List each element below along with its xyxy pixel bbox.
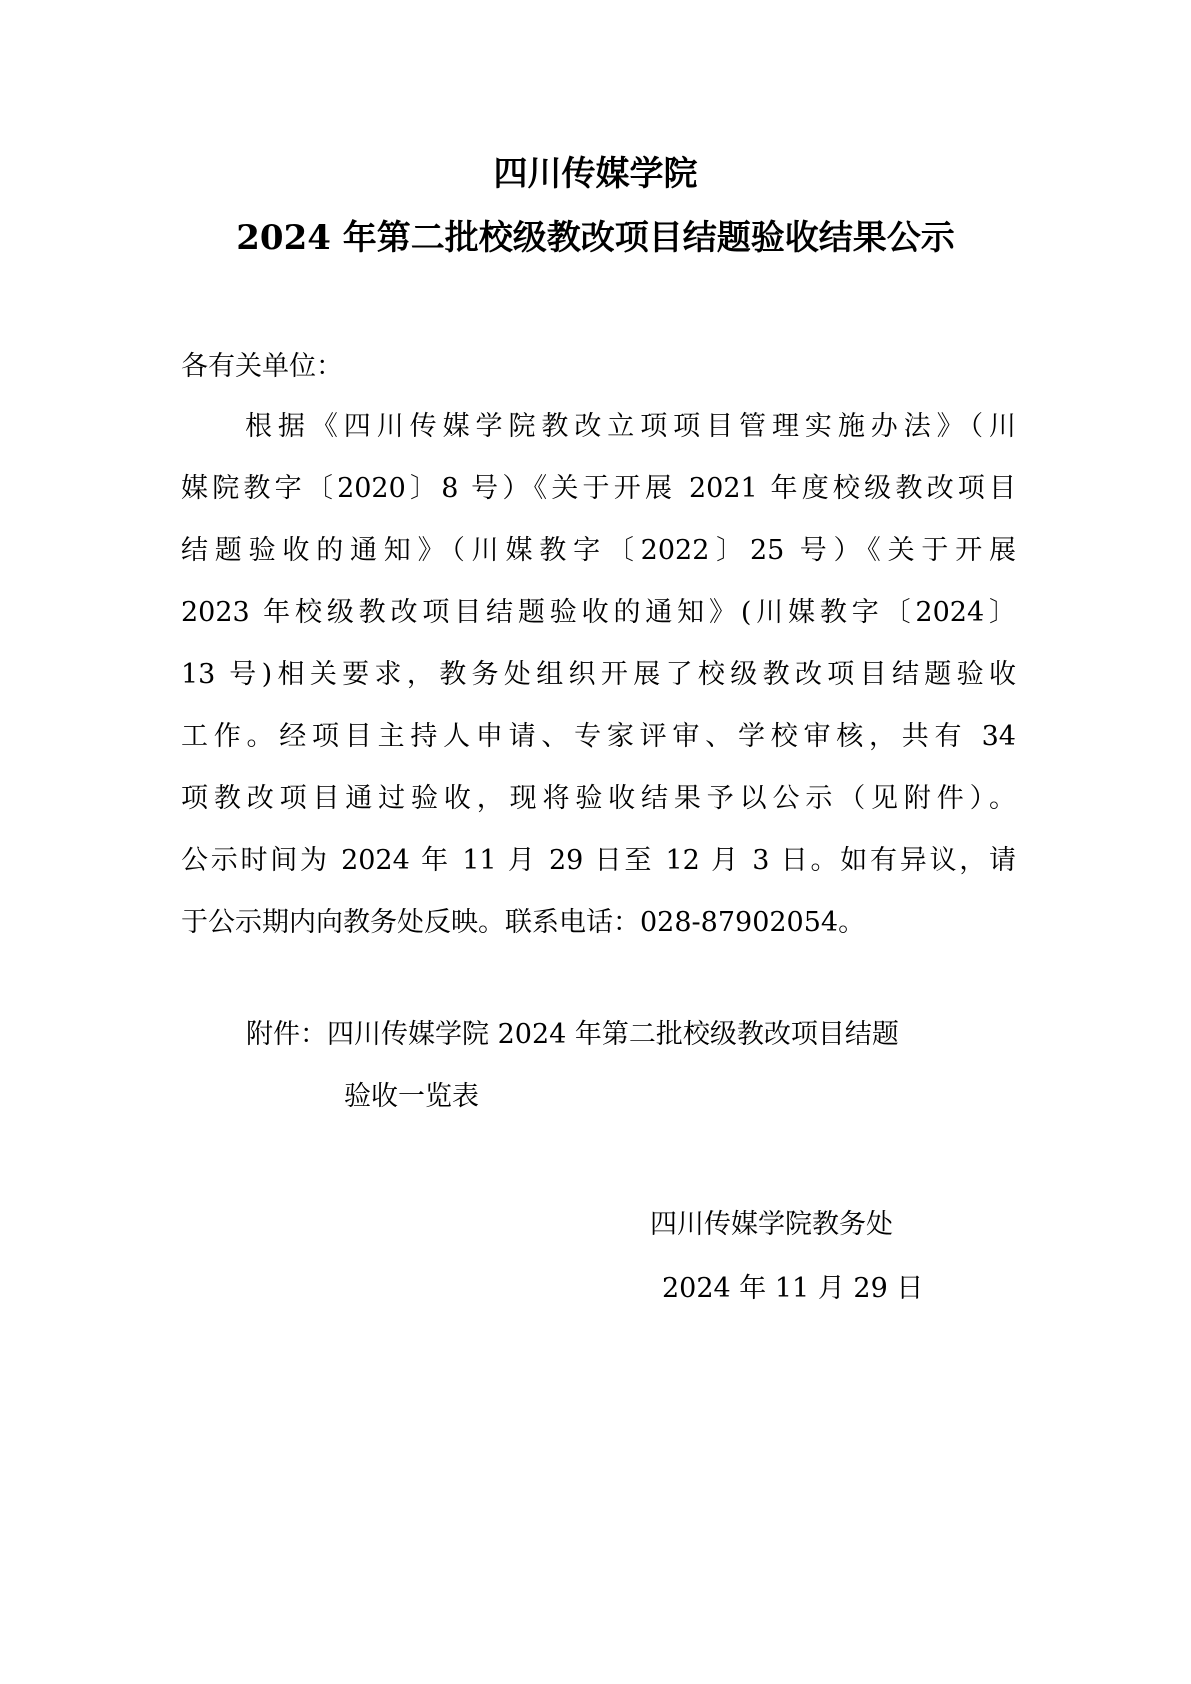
salutation: 各有关单位： bbox=[181, 351, 343, 382]
document-title-institution: 四川传媒学院 bbox=[493, 154, 698, 194]
body-paragraph bbox=[181, 396, 1016, 954]
signature-organization: 四川传媒学院教务处 bbox=[650, 1209, 893, 1240]
attachment-note bbox=[246, 1004, 1006, 1128]
attachment-line: 验收一览表 bbox=[344, 1081, 479, 1112]
body-line: 结题验收的通知》（川媒教字〔2022〕25 号）《关于开展 bbox=[181, 535, 1016, 566]
body-line: 项教改项目通过验收，现将验收结果予以公示（见附件）。 bbox=[181, 783, 1016, 814]
attachment-line: 附件：四川传媒学院 2024 年第二批校级教改项目结题 bbox=[246, 1019, 899, 1050]
body-line: 公示时间为 2024 年 11 月 29 日至 12 月 3 日。如有异议，请 bbox=[181, 845, 1016, 876]
body-line: 于公示期内向教务处反映。联系电话：028-87902054。 bbox=[181, 907, 866, 938]
body-line: 媒院教字〔2020〕8 号）《关于开展 2021 年度校级教改项目 bbox=[181, 473, 1016, 504]
body-line: 根据《四川传媒学院教改立项项目管理实施办法》（川 bbox=[245, 411, 1016, 442]
body-line: 13 号)相关要求，教务处组织开展了校级教改项目结题验收 bbox=[181, 659, 1016, 690]
signature-block bbox=[650, 1194, 990, 1322]
body-line: 工作。经项目主持人申请、专家评审、学校审核，共有 34 bbox=[181, 721, 1016, 752]
document-title-subject: 2024 年第二批校级教改项目结题验收结果公示 bbox=[236, 218, 955, 258]
signature-date: 2024 年 11 月 29 日 bbox=[662, 1273, 924, 1304]
body-line: 2023 年校级教改项目结题验收的通知》(川媒教字〔2024〕 bbox=[181, 597, 1016, 628]
